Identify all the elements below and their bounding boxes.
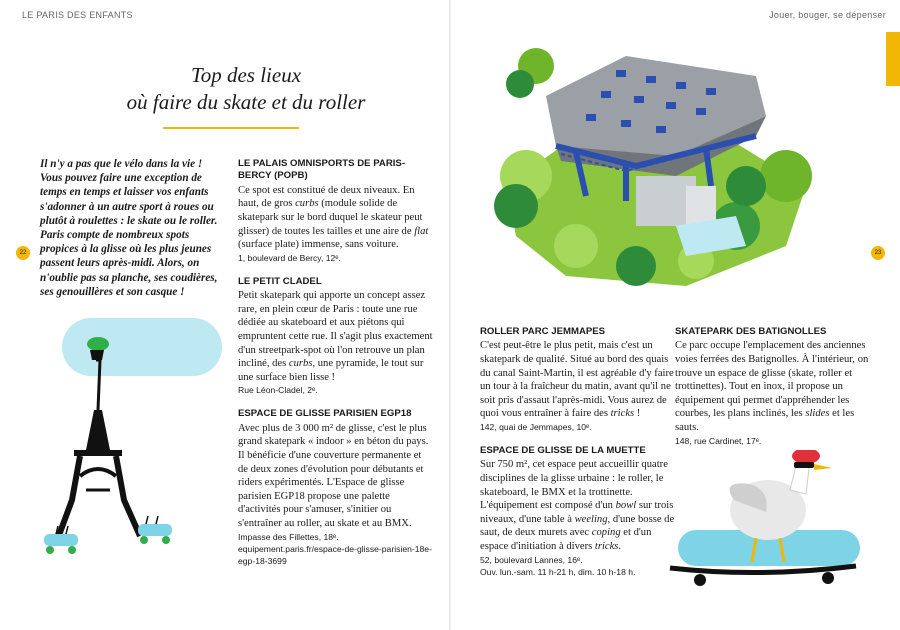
text-em: curbs	[295, 198, 319, 210]
text: et d'un espace d'initiation à divers	[480, 527, 652, 552]
entry-egp18	[238, 408, 434, 566]
column-middle	[480, 326, 676, 590]
title-line-2: où faire du skate et du roller	[126, 90, 366, 114]
running-header-right: Jouer, bouger, se dépenser	[769, 10, 886, 20]
text: C'est peut-être le plus petit, mais c'est un skatepark de qualité. Situé au bord des quais du canal Saint-Martin, il est agréable d'y faire un tour à la fraîcheur du matin, avant qu'il ne soit pris d'assaut l'après-midi. Vous aurez de quoi vous entraîner à faire des	[480, 340, 674, 420]
entry-address: 142, quai de Jemmapes, 10ᵉ.	[480, 421, 592, 432]
text: Ce parc occupe l'emplacement des anciennes voies ferrées des Batignolles. À l'intérieur, on trouve un espace de glisse (skate, roller et trottinettes). Tout en inox, il propose un équipement qui permet d'appréhender les courbes, les plans inclinés, les	[675, 340, 869, 420]
text-em: tricks	[594, 540, 619, 552]
text: .	[618, 540, 622, 552]
entry-body	[238, 289, 434, 384]
page-number-left: 22	[16, 246, 30, 260]
entry-address: Rue Léon-Cladel, 2ᵉ.	[238, 385, 318, 396]
entry-website-link[interactable]: equipement.paris.fr/espace-de-glisse-parisien-18e-egp-18-3699	[238, 543, 432, 566]
entry-cladel	[238, 276, 434, 397]
text-em: flat	[414, 225, 429, 237]
entry-body	[480, 458, 676, 553]
page-number-right: 23	[871, 246, 885, 260]
column-right	[675, 326, 871, 459]
title-line-1: Top des lieux	[190, 63, 302, 87]
entry-batignolles	[675, 326, 871, 447]
entry-jemmapes	[480, 326, 676, 433]
entry-hours: Ouv. lun.-sam. 11 h-21 h, dim. 10 h-18 h.	[480, 566, 636, 577]
eiffel-tower-skates-illustration	[28, 300, 228, 570]
entry-address: 52, boulevard Lannes, 16ᵉ.	[480, 554, 583, 565]
text: , une pyramide, le tout sur une surface bien lisse !	[238, 358, 424, 383]
entry-title: SKATEPARK DES BATIGNOLLES	[675, 326, 827, 337]
text-em: curbs	[288, 358, 313, 370]
entry-title: LE PETIT CLADEL	[238, 275, 322, 287]
intro-paragraph: Il n'y a pas que le vélo dans la vie ! Vous pouvez faire une exception de temps en temps et laisser vos enfants s'adonner à un autre sport à roues ou plutôt à roulettes : le skate ou le roller. Paris compte de nombreux spots propices à la glisse où les plus jeunes passent leurs après-midi. Alors, on n'oublie pas sa planche, ses coudières, ses genouillères et son casque !	[40, 158, 218, 298]
page-title	[96, 62, 396, 116]
title-underline	[163, 127, 299, 129]
entry-address: Impasse des Fillettes, 18ᵉ.	[238, 531, 339, 542]
entry-title: ROLLER PARC JEMMAPES	[480, 326, 606, 337]
text-em: tricks	[610, 408, 635, 420]
book-gutter	[449, 0, 451, 630]
text: (module solide de skatepark sur le bord duquel le skateur peut glisser) de toutes les tailles et une aire de	[238, 198, 423, 237]
entry-body: Avec plus de 3 000 m² de glisse, c'est le plus grand skatepark « indoor » en béton du pays. Il bénéficie d'une couverture permanente et de deux zones d'évolution pour débutants et riders expérimentés. L'Espace de glisse parisien EGP18 propose une palette d'activités pour s'amuser, s'initier ou s'entraîner au roller, au skate et au BMX.	[238, 422, 429, 529]
text: Petit skatepark qui apporte un concept assez rare, en plein cœur de Paris : toute une rue dédiée au skateboard et aux piétons qui empruntent cette rue. Il s'agit plus exactement d'un streetpark-spot où l'on retrouve un plan incliné, des	[238, 290, 433, 370]
entry-title: ESPACE DE GLISSE PARISIEN EGP18	[238, 408, 412, 420]
entry-body	[675, 339, 871, 434]
entry-body	[238, 184, 434, 252]
text: !	[634, 408, 641, 420]
text: Sur 750 m², cet espace peut accueillir quatre disciplines de la glisse urbaine : le roller, le skateboard, le BMX et la trottinette. L'équipement est composé d'un	[480, 459, 668, 512]
chapter-tab	[886, 32, 900, 86]
bercy-building-illustration	[486, 36, 826, 306]
column-left	[238, 158, 434, 579]
entry-title: ESPACE DE GLISSE DE LA MUETTE	[480, 444, 646, 456]
text-em: coping	[591, 527, 621, 539]
text-em: bowl	[615, 500, 637, 512]
entry-body	[480, 339, 676, 421]
text: Ce spot est constitué de deux niveaux. En haut, de gros	[238, 184, 415, 210]
text: sur trois niveaux, d'une table à	[480, 500, 674, 525]
text: (surface plate) immense, sans voiture.	[238, 239, 399, 251]
entry-address: 148, rue Cardinet, 17ᵉ.	[675, 435, 762, 446]
entry-title: LE PALAIS OMNISPORTS DE PARIS-BERCY (POPB)	[238, 158, 406, 182]
text-em: weeling	[574, 513, 608, 525]
entry-bercy	[238, 158, 434, 264]
text: et les sauts.	[675, 408, 855, 433]
entry-muette	[480, 445, 676, 578]
entry-address: 1, boulevard de Bercy, 12ᵉ.	[238, 252, 341, 263]
text: , d'une bosse de saut, de deux murets avec	[480, 513, 675, 539]
running-header-left: LE PARIS DES ENFANTS	[22, 10, 133, 20]
bird-skateboard-illustration	[660, 450, 870, 600]
text-em: slides	[805, 408, 830, 420]
